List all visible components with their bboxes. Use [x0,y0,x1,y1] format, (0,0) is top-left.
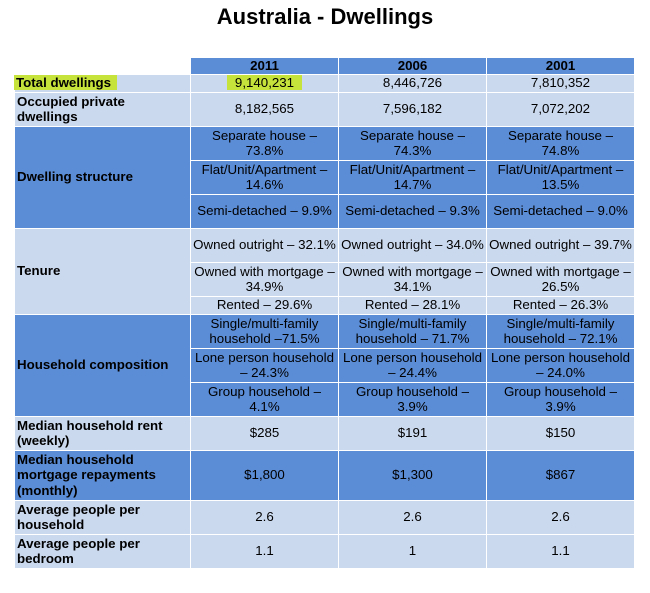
col-header-2011: 2011 [191,58,339,75]
row-household-composition [15,314,635,348]
cell-2006: Rented – 28.1% [339,296,487,314]
cell-2001: Single/multi-family household – 72.1% [487,314,635,348]
header-row [15,58,635,75]
row-label: Household composition [15,314,191,416]
cell-2006: Single/multi-family household – 71.7% [339,314,487,348]
row-median-rent [15,416,635,450]
row-median-mortgage [15,450,635,500]
cell-2011: $285 [191,416,339,450]
row-label: Tenure [15,228,191,314]
cell-2011: Separate house – 73.8% [191,126,339,160]
row-label: Dwelling structure [15,126,191,228]
row-label [15,74,191,92]
dwellings-table [14,57,635,569]
col-header-2001: 2001 [487,58,635,75]
cell-2001: Owned with mortgage – 26.5% [487,262,635,296]
cell-2011: Group household – 4.1% [191,382,339,416]
cell-2001: 2.6 [487,500,635,534]
row-tenure [15,228,635,262]
cell-2011: Lone person household – 24.3% [191,348,339,382]
cell-2011: 8,182,565 [191,92,339,126]
cell-2001: Semi-detached – 9.0% [487,194,635,228]
cell-2011 [191,74,339,92]
cell-2001: $867 [487,450,635,500]
cell-2006: Separate house – 74.3% [339,126,487,160]
cell-2011: 2.6 [191,500,339,534]
row-avg-people-household [15,500,635,534]
row-dwelling-structure [15,126,635,160]
cell-2006: $191 [339,416,487,450]
cell-2006: Lone person household – 24.4% [339,348,487,382]
row-occupied-private-dwellings [15,92,635,126]
cell-2011: $1,800 [191,450,339,500]
cell-2006: Semi-detached – 9.3% [339,194,487,228]
cell-2001: Lone person household – 24.0% [487,348,635,382]
header-corner [15,58,191,75]
row-label: Median household mortgage repayments (monthly) [15,450,191,500]
cell-2006: Owned with mortgage – 34.1% [339,262,487,296]
cell-2001: Flat/Unit/Apartment – 13.5% [487,160,635,194]
row-avg-people-bedroom [15,534,635,568]
cell-2006: $1,300 [339,450,487,500]
cell-2001: Owned outright – 39.7% [487,228,635,262]
cell-2006: Owned outright – 34.0% [339,228,487,262]
page-title: Australia - Dwellings [216,4,434,29]
cell-2001: 7,072,202 [487,92,635,126]
cell-2006: 8,446,726 [339,74,487,92]
row-total-dwellings [15,74,635,92]
cell-2001: 7,810,352 [487,74,635,92]
cell-2001: Separate house – 74.8% [487,126,635,160]
cell-2006: 7,596,182 [339,92,487,126]
cell-2011: Flat/Unit/Apartment – 14.6% [191,160,339,194]
cell-2001: $150 [487,416,635,450]
row-label: Median household rent (weekly) [15,416,191,450]
row-label: Occupied private dwellings [15,92,191,126]
cell-2006: Group household – 3.9% [339,382,487,416]
col-header-2006: 2006 [339,58,487,75]
cell-2006: Flat/Unit/Apartment – 14.7% [339,160,487,194]
cell-2011: Owned outright – 32.1% [191,228,339,262]
cell-2011: Semi-detached – 9.9% [191,194,339,228]
cell-2006: 1 [339,534,487,568]
row-label: Average people per bedroom [15,534,191,568]
highlight-label: Total dwellings [14,75,117,90]
cell-2011: 1.1 [191,534,339,568]
highlight-value: 9,140,231 [227,75,302,90]
cell-2001: Rented – 26.3% [487,296,635,314]
cell-2001: Group household – 3.9% [487,382,635,416]
cell-2006: 2.6 [339,500,487,534]
cell-2011: Single/multi-family household –71.5% [191,314,339,348]
cell-2011: Rented – 29.6% [191,296,339,314]
cell-2011: Owned with mortgage – 34.9% [191,262,339,296]
row-label: Average people per household [15,500,191,534]
cell-2001: 1.1 [487,534,635,568]
